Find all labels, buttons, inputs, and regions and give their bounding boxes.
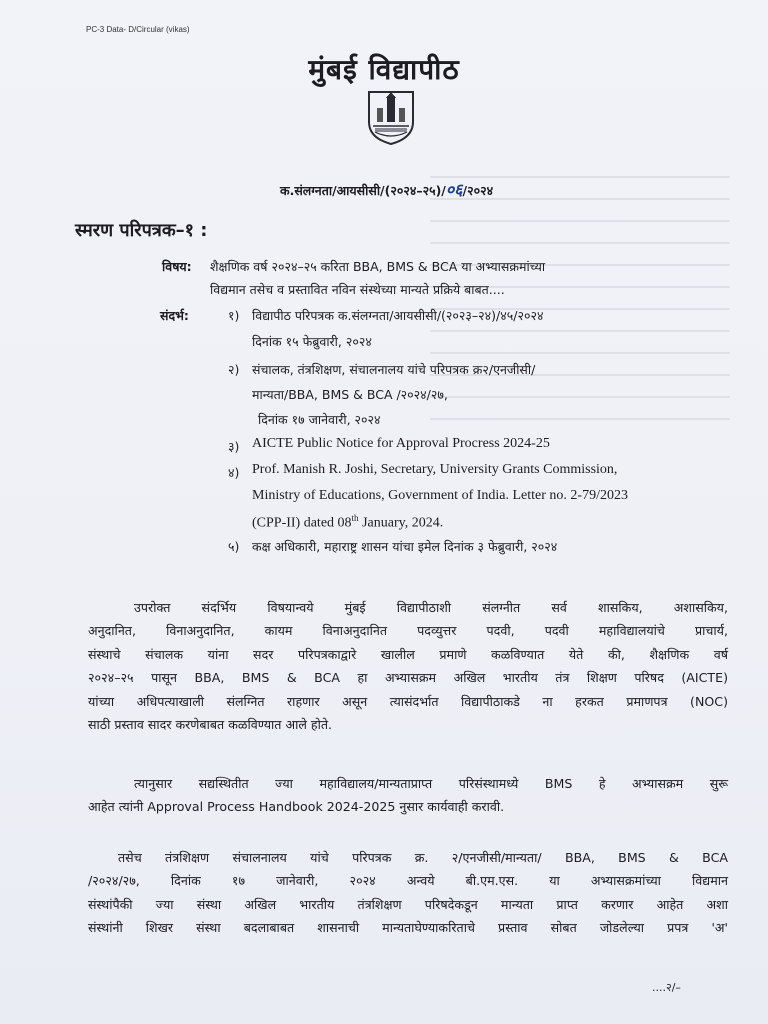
ref-2-number: २): [228, 362, 240, 377]
ref-1-line-1: विद्यापीठ परिपत्रक क.संलग्नता/आयसीसी/(२०२३–२४)/४५/२०२४: [252, 308, 544, 323]
references-label: संदर्भ:: [160, 308, 189, 323]
ref-4-line-2: Ministry of Educations, Government of India. Letter no. 2-79/2023: [252, 488, 628, 503]
paragraph-2-line: त्यानुसार सद्यस्थितीत ज्या महाविद्यालय/मान्यताप्राप्त परिसंस्थामध्ये BMS हे अभ्यासक्रम सुरू: [134, 776, 728, 791]
reference-number: [280, 178, 493, 200]
ref-4-line-3-a: (CPP-II) dated 08: [252, 515, 352, 531]
ref-2-line-2: मान्यता/BBA, BMS & BCA /२०२४/२७,: [252, 387, 448, 402]
subject-line-2: विद्यमान तसेच व प्रस्तावित नविन संस्थेच्या मान्यते प्रक्रिये बाबत....: [210, 282, 505, 297]
paragraph-3-line: तसेच तंत्रशिक्षण संचालनालय यांचे परिपत्रक क्र. २/एनजीसी/मान्यता/ BBA, BMS & BCA: [118, 850, 728, 865]
ref-1-line-2: दिनांक १५ फेब्रुवारी, २०२४: [252, 334, 372, 349]
ref-4-number: ४): [228, 465, 240, 480]
subject-label: विषय:: [162, 259, 192, 274]
ref-4-line-1: Prof. Manish R. Joshi, Secretary, University Grants Commission,: [252, 462, 618, 477]
reference-suffix: /२०२४: [462, 183, 494, 198]
ref-5-line-1: कक्ष अधिकारी, महाराष्ट्र शासन यांचा इमेल दिनांक ३ फेब्रुवारी, २०२४: [252, 539, 558, 554]
subject-line-1: शैक्षणिक वर्ष २०२४–२५ करिता BBA, BMS & BCA या अभ्यासक्रमांच्या: [210, 259, 546, 274]
ref-4-line-3-b: January, 2024.: [358, 515, 444, 531]
paragraph-3-line: संस्थांनी शिखर संस्था बदलाबाबत शासनाची मान्यताघेण्याकरिताचे प्रस्ताव सोबत जोडलेल्या प्रपत्र 'अ': [88, 920, 728, 936]
document-code: PC-3 Data- D/Circular (vikas): [86, 25, 190, 34]
paragraph-3-line: /२०२४/२७, दिनांक १७ जानेवारी, २०२४ अन्वये बी.एम.एस. या अभ्यासक्रमांच्या विद्यमान: [88, 873, 728, 889]
handwritten-number: ०६: [445, 180, 463, 199]
university-name: मुंबई विद्यापीठ: [308, 53, 460, 86]
circular-title: स्मरण परिपत्रक–१ :: [75, 220, 208, 241]
ref-3-number: ३): [228, 439, 240, 454]
paragraph-2-line: आहेत त्यांनी Approval Process Handbook 2024-2025 नुसार कार्यवाही करावी.: [88, 799, 505, 815]
paragraph-3-line: संस्थांपैकी ज्या संस्था अखिल भारतीय तंत्रशिक्षण परिषदेकडून मान्यता प्राप्त करणार आहेत अशा: [88, 896, 728, 912]
ref-5-number: ५): [228, 539, 240, 554]
paragraph-1-line: २०२४–२५ पासून BBA, BMS & BCA हा अभ्यासक्रम अखिल भारतीय तंत्र शिक्षण परिषद (AICTE): [88, 670, 728, 686]
ref-4-line-3: [252, 513, 443, 532]
page-number: ....२/–: [652, 981, 681, 994]
paragraph-1-line: साठी प्रस्ताव सादर करणेबाबत कळविण्यात आले होते.: [88, 717, 333, 733]
ref-3-line-1: AICTE Public Notice for Approval Procress 2024-25: [252, 436, 550, 451]
paragraph-1-line: यांच्या अधिपत्याखाली संलग्नित राहणार असून त्यासंदर्भात विद्यापीठाकडे ना हरकत प्रमाणपत्र (NOC): [88, 693, 728, 709]
paragraph-1-line: उपरोक्त संदर्भिय विषयान्वये मुंबई विद्यापीठाशी संलग्नीत सर्व शासकिय, अशासकिय,: [134, 600, 728, 615]
ref-2-line-1: संचालक, तंत्रशिक्षण, संचालनालय यांचे परिपत्रक क्र२/एनजीसी/: [252, 362, 536, 377]
paragraph-2: [88, 772, 728, 819]
ref-1-number: १): [228, 308, 240, 323]
paragraph-1: [88, 596, 728, 736]
paragraph-3: [88, 846, 728, 940]
reference-prefix: क.संलग्नता/आयसीसी/(२०२४–२५)/: [280, 183, 446, 198]
ref-2-line-3: दिनांक १७ जानेवारी, २०२४: [258, 412, 381, 427]
university-seal-logo: [365, 88, 417, 146]
ref-4-superscript: th: [351, 513, 359, 523]
paragraph-1-line: अनुदानित, विनाअनुदानित, कायम विनाअनुदानित पदव्युत्तर पदवी, पदवी महाविद्यालयांचे प्राचार्य,: [88, 623, 728, 639]
paragraph-1-line: संस्थाचे संचालक यांना सदर परिपत्रकाद्वारे खालील प्रमाणे कळविण्यात येते की, शैक्षणिक वर्ष: [88, 646, 728, 662]
